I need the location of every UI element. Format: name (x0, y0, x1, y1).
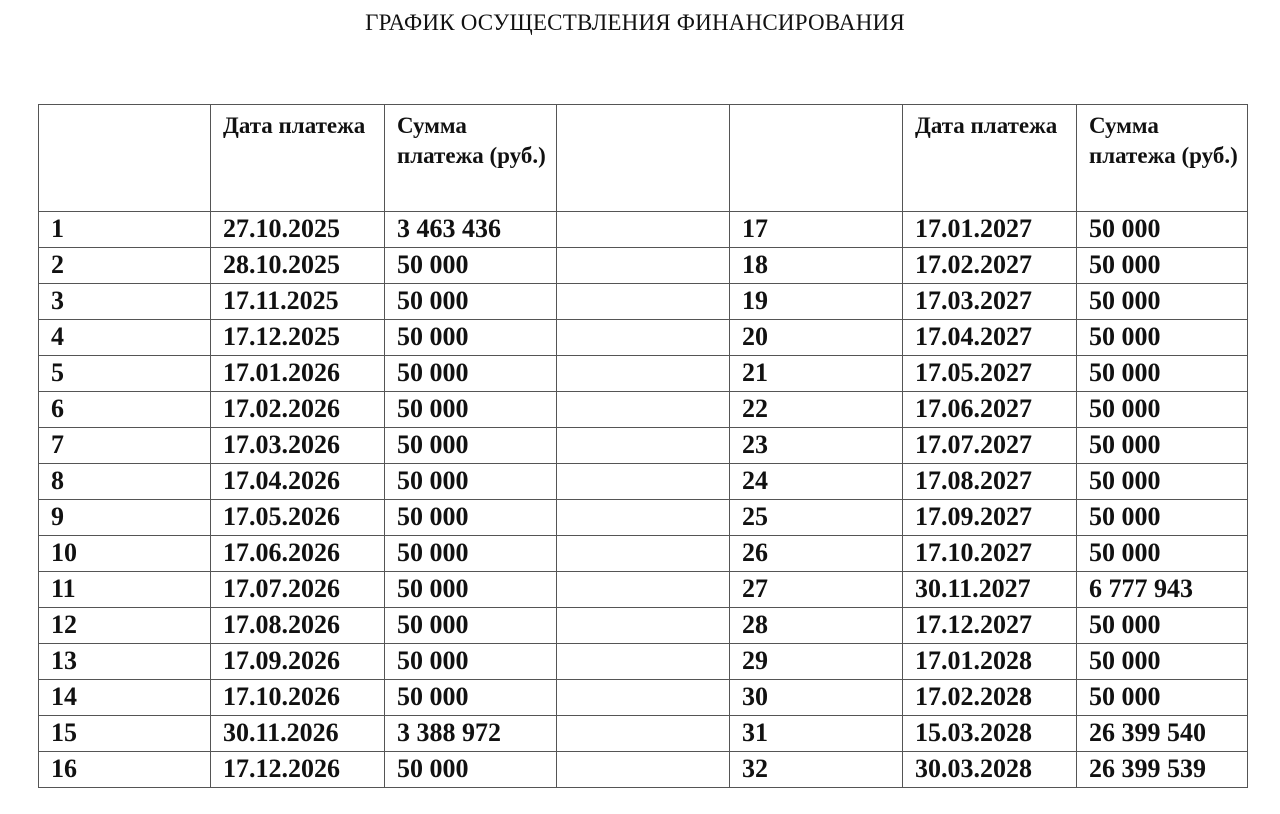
payment-date: 17.10.2026 (211, 680, 385, 716)
spacer-cell (557, 212, 730, 248)
payment-number: 9 (39, 500, 211, 536)
table-row (39, 212, 1248, 248)
payment-schedule-table (38, 104, 1248, 788)
payment-number: 1 (39, 212, 211, 248)
payment-date: 17.03.2027 (903, 284, 1077, 320)
header-spacer (557, 105, 730, 212)
payment-number: 21 (730, 356, 903, 392)
table-row (39, 680, 1248, 716)
payment-date: 17.08.2026 (211, 608, 385, 644)
payment-amount: 50 000 (1077, 320, 1248, 356)
table-row (39, 284, 1248, 320)
payment-date: 17.03.2026 (211, 428, 385, 464)
payment-date: 17.02.2026 (211, 392, 385, 428)
payment-number: 23 (730, 428, 903, 464)
payment-date: 17.06.2027 (903, 392, 1077, 428)
payment-date: 17.05.2027 (903, 356, 1077, 392)
payment-date: 17.09.2027 (903, 500, 1077, 536)
payment-amount: 50 000 (1077, 644, 1248, 680)
payment-amount: 50 000 (1077, 608, 1248, 644)
payment-amount: 50 000 (1077, 248, 1248, 284)
payment-amount: 50 000 (1077, 680, 1248, 716)
spacer-cell (557, 356, 730, 392)
header-num-right (730, 105, 903, 212)
payment-amount: 50 000 (385, 320, 557, 356)
payment-amount: 50 000 (385, 248, 557, 284)
payment-date: 30.03.2028 (903, 752, 1077, 788)
payment-date: 17.08.2027 (903, 464, 1077, 500)
payment-amount: 50 000 (1077, 428, 1248, 464)
payment-number: 29 (730, 644, 903, 680)
payment-date: 17.11.2025 (211, 284, 385, 320)
table-row (39, 464, 1248, 500)
payment-amount: 6 777 943 (1077, 572, 1248, 608)
payment-amount: 26 399 539 (1077, 752, 1248, 788)
payment-date: 17.10.2027 (903, 536, 1077, 572)
payment-number: 3 (39, 284, 211, 320)
payment-amount: 3 463 436 (385, 212, 557, 248)
payment-number: 30 (730, 680, 903, 716)
table-row (39, 392, 1248, 428)
header-date-left: Дата платежа (211, 105, 385, 212)
table-row (39, 500, 1248, 536)
payment-amount: 50 000 (385, 536, 557, 572)
payment-amount: 50 000 (1077, 356, 1248, 392)
payment-number: 25 (730, 500, 903, 536)
payment-date: 30.11.2026 (211, 716, 385, 752)
payment-date: 27.10.2025 (211, 212, 385, 248)
payment-number: 15 (39, 716, 211, 752)
table-row (39, 536, 1248, 572)
payment-amount: 50 000 (385, 356, 557, 392)
table-row (39, 752, 1248, 788)
payment-date: 17.06.2026 (211, 536, 385, 572)
table-row (39, 428, 1248, 464)
payment-number: 12 (39, 608, 211, 644)
payment-date: 17.12.2026 (211, 752, 385, 788)
spacer-cell (557, 536, 730, 572)
payment-number: 28 (730, 608, 903, 644)
spacer-cell (557, 572, 730, 608)
table-row (39, 320, 1248, 356)
spacer-cell (557, 320, 730, 356)
payment-number: 31 (730, 716, 903, 752)
payment-amount: 50 000 (385, 680, 557, 716)
table-row (39, 572, 1248, 608)
spacer-cell (557, 644, 730, 680)
payment-number: 19 (730, 284, 903, 320)
payment-number: 20 (730, 320, 903, 356)
payment-date: 15.03.2028 (903, 716, 1077, 752)
payment-number: 22 (730, 392, 903, 428)
header-amount-left: Сумма платежа (руб.) (385, 105, 557, 212)
payment-date: 17.12.2025 (211, 320, 385, 356)
spacer-cell (557, 284, 730, 320)
payment-number: 2 (39, 248, 211, 284)
payment-date: 17.01.2026 (211, 356, 385, 392)
document-title: ГРАФИК ОСУЩЕСТВЛЕНИЯ ФИНАНСИРОВАНИЯ (365, 10, 905, 35)
payment-number: 14 (39, 680, 211, 716)
payment-number: 5 (39, 356, 211, 392)
spacer-cell (557, 248, 730, 284)
payment-amount: 50 000 (385, 500, 557, 536)
payment-date: 17.01.2028 (903, 644, 1077, 680)
payment-amount: 3 388 972 (385, 716, 557, 752)
payment-amount: 50 000 (1077, 464, 1248, 500)
payment-number: 11 (39, 572, 211, 608)
payment-number: 10 (39, 536, 211, 572)
payment-date: 17.07.2027 (903, 428, 1077, 464)
table-row (39, 248, 1248, 284)
payment-date: 17.04.2026 (211, 464, 385, 500)
payment-amount: 50 000 (385, 752, 557, 788)
spacer-cell (557, 680, 730, 716)
spacer-cell (557, 428, 730, 464)
payment-date: 17.02.2028 (903, 680, 1077, 716)
payment-amount: 50 000 (385, 284, 557, 320)
payment-number: 17 (730, 212, 903, 248)
payment-date: 17.12.2027 (903, 608, 1077, 644)
payment-number: 18 (730, 248, 903, 284)
payment-amount: 50 000 (385, 608, 557, 644)
payment-date: 28.10.2025 (211, 248, 385, 284)
payment-amount: 50 000 (385, 428, 557, 464)
spacer-cell (557, 464, 730, 500)
payment-amount: 50 000 (1077, 536, 1248, 572)
payment-number: 13 (39, 644, 211, 680)
header-date-right: Дата платежа (903, 105, 1077, 212)
payment-amount: 50 000 (385, 572, 557, 608)
payment-date: 30.11.2027 (903, 572, 1077, 608)
payment-amount: 50 000 (385, 392, 557, 428)
payment-amount: 50 000 (1077, 392, 1248, 428)
payment-amount: 50 000 (1077, 500, 1248, 536)
payment-number: 27 (730, 572, 903, 608)
payment-number: 4 (39, 320, 211, 356)
payment-date: 17.02.2027 (903, 248, 1077, 284)
spacer-cell (557, 608, 730, 644)
payment-number: 7 (39, 428, 211, 464)
spacer-cell (557, 752, 730, 788)
spacer-cell (557, 392, 730, 428)
table-row (39, 716, 1248, 752)
header-row (39, 105, 1248, 212)
payment-amount: 50 000 (385, 464, 557, 500)
payment-number: 24 (730, 464, 903, 500)
spacer-cell (557, 500, 730, 536)
payment-date: 17.07.2026 (211, 572, 385, 608)
payment-amount: 50 000 (1077, 212, 1248, 248)
payment-number: 6 (39, 392, 211, 428)
payment-date: 17.01.2027 (903, 212, 1077, 248)
payment-amount: 50 000 (1077, 284, 1248, 320)
payment-number: 8 (39, 464, 211, 500)
payment-date: 17.09.2026 (211, 644, 385, 680)
header-num-left (39, 105, 211, 212)
table-row (39, 356, 1248, 392)
payment-date: 17.04.2027 (903, 320, 1077, 356)
payment-amount: 26 399 540 (1077, 716, 1248, 752)
payment-number: 16 (39, 752, 211, 788)
spacer-cell (557, 716, 730, 752)
header-amount-right: Сумма платежа (руб.) (1077, 105, 1248, 212)
payment-number: 26 (730, 536, 903, 572)
table-row (39, 644, 1248, 680)
table-row (39, 608, 1248, 644)
payment-amount: 50 000 (385, 644, 557, 680)
payment-number: 32 (730, 752, 903, 788)
payment-date: 17.05.2026 (211, 500, 385, 536)
